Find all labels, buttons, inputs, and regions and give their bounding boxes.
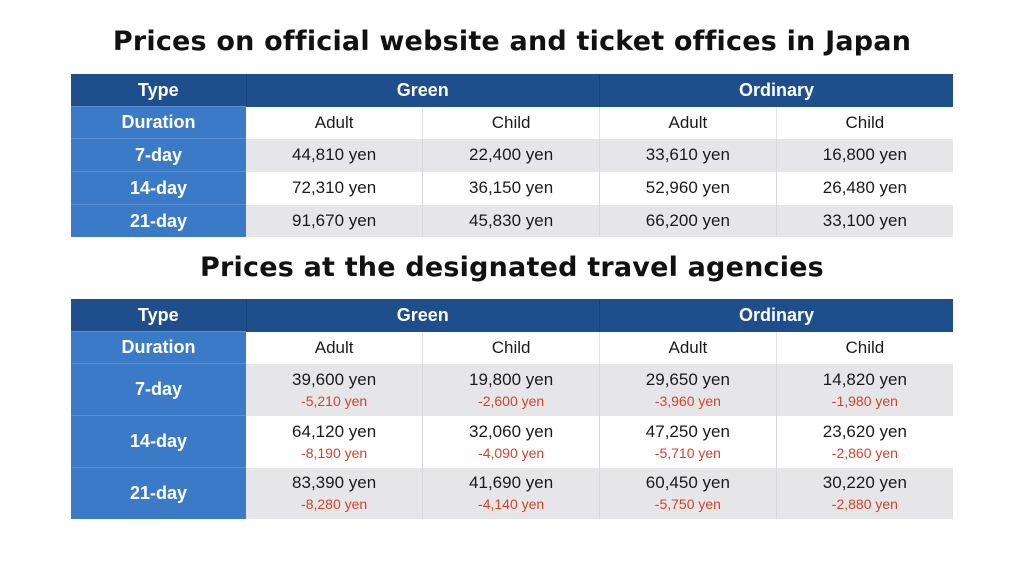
price-cell: 22,400 yen [423,139,600,172]
price-cell: 33,100 yen [776,205,953,238]
table-row [71,205,953,238]
price-cell [600,364,777,416]
official-prices-table [71,74,953,237]
price-value: 83,390 yen [292,473,377,493]
discount-value: -8,280 yen [301,496,368,513]
price-value: 30,220 yen [822,473,907,493]
price-cell: 36,150 yen [423,172,600,205]
price-cell [423,416,600,468]
discount-value: -5,750 yen [654,496,721,513]
agency-prices-table [71,299,953,519]
price-value: 41,690 yen [469,473,554,493]
duration-label: 21-day [71,205,246,238]
price-value: 29,650 yen [645,369,730,389]
discount-value: -4,140 yen [478,496,545,513]
duration-label: 7-day [71,364,246,416]
price-value: 39,600 yen [292,369,377,389]
discount-value: -5,210 yen [301,392,368,409]
green-child-header: Child [423,332,600,364]
agency-prices-title: Prices at the designated travel agencies [200,252,824,283]
price-value: 19,800 yen [469,369,554,389]
price-cell [246,364,423,416]
table-row [71,364,953,416]
discount-value: -2,600 yen [478,392,545,409]
duration-header: Duration [71,332,246,364]
price-value: 47,250 yen [645,421,730,441]
price-cell: 72,310 yen [246,172,423,205]
price-cell [246,416,423,468]
price-cell: 26,480 yen [776,172,953,205]
price-cell [246,468,423,520]
ordinary-header: Ordinary [600,74,954,107]
duration-header: Duration [71,107,246,139]
official-prices-title: Prices on official website and ticket offices in Japan [112,26,912,57]
duration-label: 14-day [71,416,246,468]
green-child-header: Child [423,107,600,139]
ordinary-child-header: Child [776,332,953,364]
duration-label: 7-day [71,139,246,172]
price-cell: 91,670 yen [246,205,423,238]
table-row [71,139,953,172]
price-cell: 44,810 yen [246,139,423,172]
green-adult-header: Adult [246,107,423,139]
table-row [71,468,953,520]
table-header-row [71,74,953,107]
type-header: Type [71,74,246,107]
price-cell: 33,610 yen [600,139,777,172]
green-header: Green [246,74,600,107]
ordinary-adult-header: Adult [600,107,777,139]
ordinary-header: Ordinary [600,299,954,332]
type-header: Type [71,299,246,332]
price-cell: 45,830 yen [423,205,600,238]
table-subheader-row [71,332,953,364]
price-cell: 52,960 yen [600,172,777,205]
discount-value: -1,980 yen [831,392,898,409]
price-value: 32,060 yen [469,421,554,441]
discount-value: -3,960 yen [654,392,721,409]
price-value: 60,450 yen [645,473,730,493]
ordinary-child-header: Child [776,107,953,139]
discount-value: -2,860 yen [831,444,898,461]
green-header: Green [246,299,600,332]
table-subheader-row [71,107,953,139]
price-cell [776,416,953,468]
duration-label: 14-day [71,172,246,205]
discount-value: -4,090 yen [478,444,545,461]
discount-value: -2,880 yen [831,496,898,513]
price-cell [776,468,953,520]
price-value: 23,620 yen [822,421,907,441]
price-cell [776,364,953,416]
price-cell [600,468,777,520]
price-cell [423,364,600,416]
price-value: 64,120 yen [292,421,377,441]
green-adult-header: Adult [246,332,423,364]
price-cell [600,416,777,468]
ordinary-adult-header: Adult [600,332,777,364]
discount-value: -8,190 yen [301,444,368,461]
price-cell [423,468,600,520]
discount-value: -5,710 yen [654,444,721,461]
price-cell: 16,800 yen [776,139,953,172]
table-row [71,172,953,205]
price-cell: 66,200 yen [600,205,777,238]
table-row [71,416,953,468]
duration-label: 21-day [71,468,246,520]
table-header-row [71,299,953,332]
price-value: 14,820 yen [822,369,907,389]
